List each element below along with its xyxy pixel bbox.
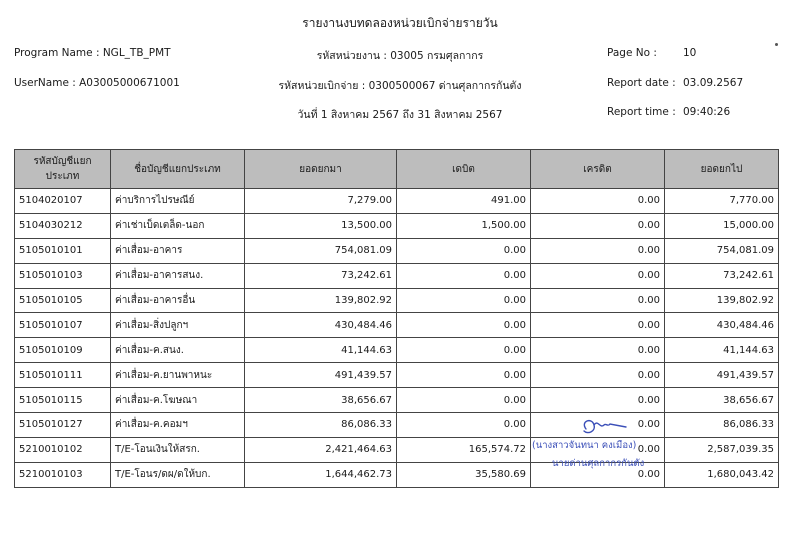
account-name: ค่าเสื่อม-อาคาร — [111, 238, 245, 263]
carried-forward: 41,144.63 — [665, 338, 779, 363]
account-code: 5104020107 — [15, 189, 111, 214]
account-name: ค่าเสื่อม-ค.สนง. — [111, 338, 245, 363]
carried-forward: 1,680,043.42 — [665, 462, 779, 487]
credit: 0.00 — [531, 313, 665, 338]
account-name: ค่าเสื่อม-ค.โฆษณา — [111, 388, 245, 413]
account-name: ค่าบริการไปรษณีย์ — [111, 189, 245, 214]
col-header-carried-forward: ยอดยกไป — [665, 150, 779, 189]
signature-block — [530, 415, 670, 475]
account-name: ค่าเสื่อม-อาคารอื่น — [111, 288, 245, 313]
debit: 0.00 — [397, 238, 531, 263]
credit: 0.00 — [531, 363, 665, 388]
carried-forward: 139,802.92 — [665, 288, 779, 313]
report-time-value: 09:40:26 — [683, 106, 731, 118]
credit: 0.00 — [531, 437, 665, 462]
carried-forward: 38,656.67 — [665, 388, 779, 413]
disbursing-unit: รหัสหน่วยเบิกจ่าย : 0300500067 ด่านศุลกากรกันตัง — [278, 80, 522, 92]
brought-forward: 38,656.67 — [245, 388, 397, 413]
col-header-debit: เดบิต — [397, 150, 531, 189]
table-row — [15, 238, 779, 263]
debit: 491.00 — [397, 189, 531, 214]
credit: 0.00 — [531, 462, 665, 487]
scan-speck — [775, 43, 778, 46]
credit: 0.00 — [531, 238, 665, 263]
carried-forward: 754,081.09 — [665, 238, 779, 263]
report-time-label: Report time : — [607, 106, 676, 118]
username: UserName : A03005000671001 — [14, 77, 180, 89]
credit: 0.00 — [531, 288, 665, 313]
account-name: T/E-โอนเงินให้สรก. — [111, 437, 245, 462]
account-code: 5105010115 — [15, 388, 111, 413]
account-code: 5210010102 — [15, 437, 111, 462]
page-no-value: 10 — [683, 47, 697, 59]
account-code: 5104030212 — [15, 213, 111, 238]
debit: 1,500.00 — [397, 213, 531, 238]
signature-scribble — [578, 415, 638, 439]
signatory-position: นายด่านศุลกากรกันตัง — [552, 458, 645, 469]
credit: 0.00 — [531, 338, 665, 363]
account-code: 5105010101 — [15, 238, 111, 263]
brought-forward: 491,439.57 — [245, 363, 397, 388]
debit: 0.00 — [397, 413, 531, 438]
signatory-name: (นางสาวจันทนา คงเมือง) — [532, 440, 637, 451]
debit: 0.00 — [397, 313, 531, 338]
table-row — [15, 313, 779, 338]
debit: 165,574.72 — [397, 437, 531, 462]
debit: 0.00 — [397, 363, 531, 388]
debit: 0.00 — [397, 338, 531, 363]
account-name: T/E-โอนร/ดผ/ดให้บก. — [111, 462, 245, 487]
table-row — [15, 363, 779, 388]
report-title: รายงานงบทดลองหน่วยเบิกจ่ายรายวัน — [302, 16, 498, 30]
carried-forward: 491,439.57 — [665, 363, 779, 388]
carried-forward: 430,484.46 — [665, 313, 779, 338]
account-name: ค่าเช่าเบ็ดเตล็ด-นอก — [111, 213, 245, 238]
col-header-account-code: รหัสบัญชีแยกประเภท — [15, 150, 111, 189]
debit: 0.00 — [397, 263, 531, 288]
brought-forward: 2,421,464.63 — [245, 437, 397, 462]
debit: 35,580.69 — [397, 462, 531, 487]
carried-forward: 86,086.33 — [665, 413, 779, 438]
report-date-label: Report date : — [607, 77, 676, 89]
credit: 0.00 — [531, 413, 665, 438]
brought-forward: 41,144.63 — [245, 338, 397, 363]
col-header-account-name: ชื่อบัญชีแยกประเภท — [111, 150, 245, 189]
brought-forward: 430,484.46 — [245, 313, 397, 338]
credit: 0.00 — [531, 263, 665, 288]
account-name: ค่าเสื่อม-ค.ยานพาหนะ — [111, 363, 245, 388]
credit: 0.00 — [531, 189, 665, 214]
account-code: 5105010111 — [15, 363, 111, 388]
account-name: ค่าเสื่อม-สิ่งปลูกฯ — [111, 313, 245, 338]
table-row — [15, 338, 779, 363]
brought-forward: 7,279.00 — [245, 189, 397, 214]
account-name: ค่าเสื่อม-อาคารสนง. — [111, 263, 245, 288]
report-date-value: 03.09.2567 — [683, 77, 744, 89]
account-name: ค่าเสื่อม-ค.คอมฯ — [111, 413, 245, 438]
col-header-credit: เครดิต — [531, 150, 665, 189]
col-header-brought-forward: ยอดยกมา — [245, 150, 397, 189]
brought-forward: 73,242.61 — [245, 263, 397, 288]
debit: 0.00 — [397, 388, 531, 413]
date-range: วันที่ 1 สิงหาคม 2567 ถึง 31 สิงหาคม 2567 — [297, 109, 503, 121]
brought-forward: 139,802.92 — [245, 288, 397, 313]
table-row — [15, 189, 779, 214]
credit: 0.00 — [531, 213, 665, 238]
carried-forward: 73,242.61 — [665, 263, 779, 288]
account-code: 5210010103 — [15, 462, 111, 487]
program-name: Program Name : NGL_TB_PMT — [14, 47, 171, 59]
account-code: 5105010107 — [15, 313, 111, 338]
carried-forward: 2,587,039.35 — [665, 437, 779, 462]
account-code: 5105010109 — [15, 338, 111, 363]
page-no-label: Page No : — [607, 47, 657, 59]
table-row — [15, 388, 779, 413]
brought-forward: 754,081.09 — [245, 238, 397, 263]
table-row — [15, 263, 779, 288]
brought-forward: 1,644,462.73 — [245, 462, 397, 487]
brought-forward: 86,086.33 — [245, 413, 397, 438]
table-row — [15, 288, 779, 313]
table-header-row — [15, 150, 779, 189]
account-code: 5105010127 — [15, 413, 111, 438]
brought-forward: 13,500.00 — [245, 213, 397, 238]
debit: 0.00 — [397, 288, 531, 313]
agency-code: รหัสหน่วยงาน : 03005 กรมศุลกากร — [316, 50, 484, 62]
credit: 0.00 — [531, 388, 665, 413]
table-row — [15, 213, 779, 238]
carried-forward: 7,770.00 — [665, 189, 779, 214]
account-code: 5105010103 — [15, 263, 111, 288]
account-code: 5105010105 — [15, 288, 111, 313]
carried-forward: 15,000.00 — [665, 213, 779, 238]
